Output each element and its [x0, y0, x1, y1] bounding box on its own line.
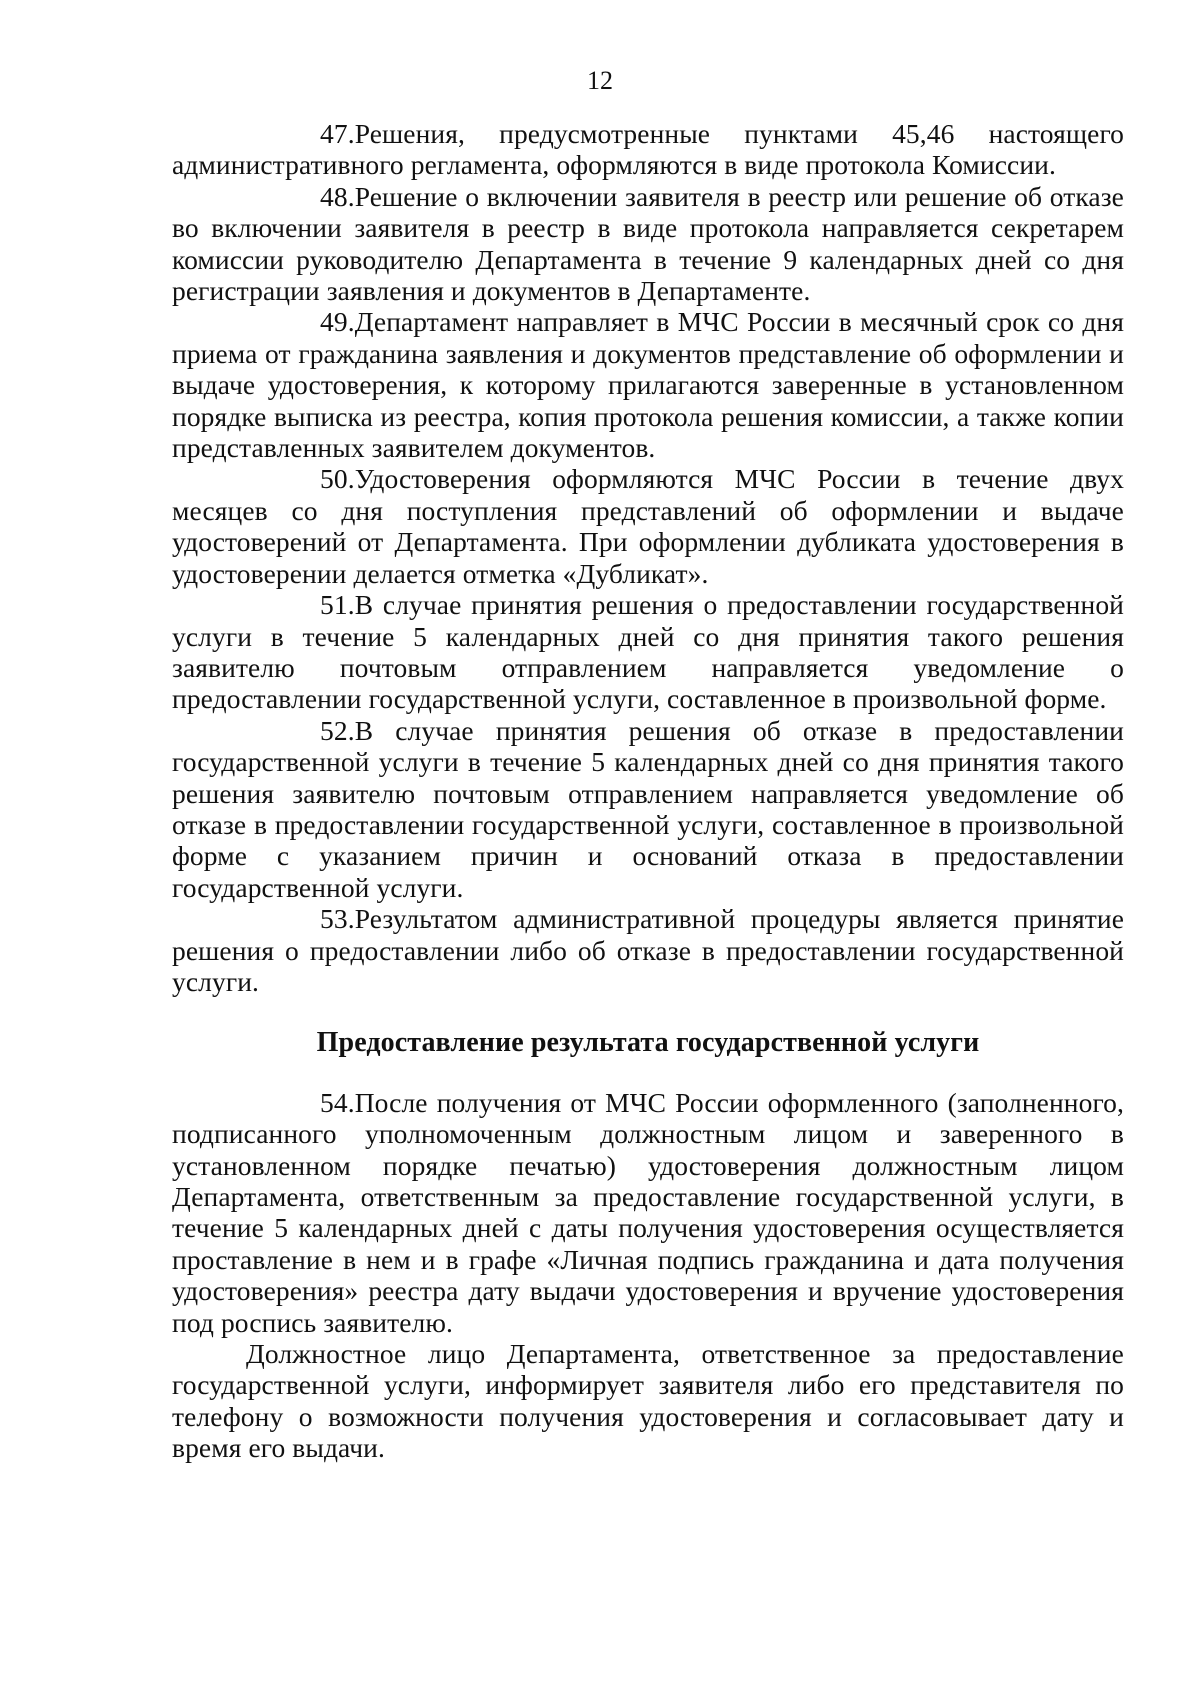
- paragraph-47: [172, 118, 1124, 181]
- paragraph-text: В случае принятия решения о предоставлении государственной услуги в течение 5 календарных дней со дня принятия такого решения заявителю почтовым отправлением направляется уведомление о предоставлении государственной услуги, составленное в произвольной форме.: [172, 589, 1124, 715]
- paragraph-51: [172, 589, 1124, 715]
- paragraph-number: 48.: [320, 180, 355, 212]
- paragraph-text: Департамент направляет в МЧС России в месячный срок со дня приема от гражданина заявления и документов представление об оформлении и выдаче удостоверения, к которому прилагаются заверенные в установленном порядке выписка из реестра, копия протокола решения комиссии, а также копии представленных заявителем документов.: [172, 306, 1124, 464]
- document-body: [172, 118, 1124, 1464]
- paragraph-50: [172, 463, 1124, 589]
- paragraph-text: После получения от МЧС России оформленного (заполненного, подписанного уполномоченным должностным лицом и заверенного в установленном порядке печатью) удостоверения должностным лицом Департамента, ответственным за предоставление государственной услуги, в течение 5 календарных дней с даты получения удостоверения осуществляется проставление в нем и в графе «Личная подпись гражданина и дата получения удостоверения» реестра дату выдачи удостоверения и вручение удостоверения под роспись заявителю.: [172, 1086, 1124, 1338]
- paragraph-number: 51.: [320, 589, 355, 621]
- paragraph-text: Решение о включении заявителя в реестр или решение об отказе во включении заявителя в реестр в виде протокола направляется секретарем комиссии руководителю Департамента в течение 9 календарных дней со дня регистрации заявления и документов в Департаменте.: [172, 180, 1124, 307]
- paragraph-49: [172, 306, 1124, 463]
- paragraph-number: 53.: [320, 903, 355, 935]
- paragraph-54-continued: [172, 1338, 1124, 1464]
- paragraph-48: [172, 181, 1124, 307]
- paragraph-53: [172, 903, 1124, 997]
- paragraph-number: 49.: [320, 306, 355, 338]
- page-number: 12: [587, 66, 613, 95]
- paragraph-number: 50.: [320, 463, 355, 495]
- paragraph-text: Решения, предусмотренные пунктами 45,46 настоящего административного регламента, оформляются в виде протокола Комиссии.: [172, 118, 1124, 181]
- paragraph-text: Результатом административной процедуры является принятие решения о предоставлении либо об отказе в предоставлении государственной услуги.: [172, 903, 1124, 997]
- paragraph-number: 47.: [320, 118, 355, 149]
- paragraph-text: Должностное лицо Департамента, ответственное за предоставление государственной услуги, информирует заявителя либо его представителя по телефону о возможности получения удостоверения и согласовывает дату и время его выдачи.: [172, 1338, 1124, 1464]
- paragraph-52: [172, 715, 1124, 903]
- section-heading: Предоставление результата государственной услуги: [316, 1027, 980, 1059]
- paragraph-number: 52.: [320, 714, 355, 746]
- paragraph-text: В случае принятия решения об отказе в предоставлении государственной услуги в течение 5 календарных дней со дня принятия такого решения заявителю почтовым отправлением направляется уведомление об отказе в предоставлении государственной услуги, составленное в произвольной форме с указанием причин и оснований отказа в предоставлении государственной услуги.: [172, 714, 1124, 903]
- paragraph-number: 54.: [320, 1086, 355, 1118]
- paragraph-text: Удостоверения оформляются МЧС России в течение двух месяцев со дня поступления представлений об оформлении и выдаче удостоверений от Департамента. При оформлении дубликата удостоверения в удостоверении делается отметка «Дубликат».: [172, 463, 1124, 589]
- paragraph-54: [172, 1087, 1124, 1338]
